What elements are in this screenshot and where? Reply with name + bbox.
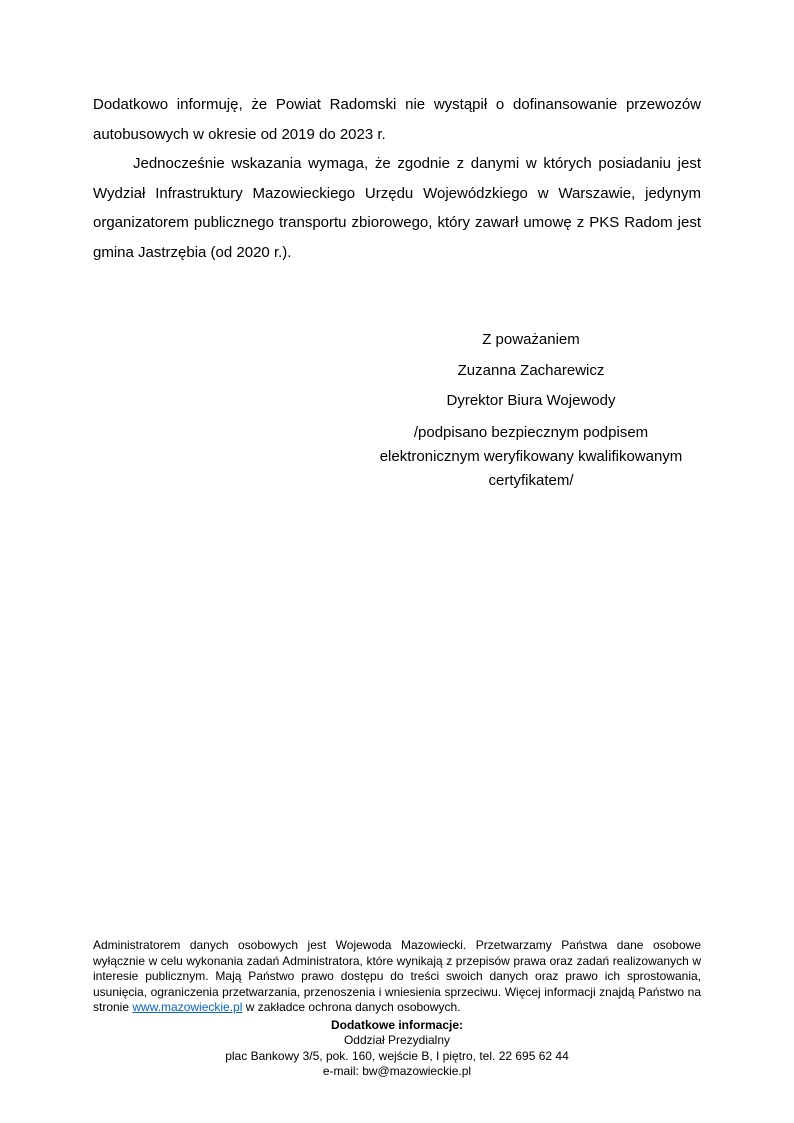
signer-title: Dyrektor Biura Wojewody	[446, 392, 616, 409]
office-email: e-mail: bw@mazowieckie.pl	[322, 1063, 472, 1078]
gdpr-text-before-link: Administratorem danych osobowych jest Wojewoda Mazowiecki. Przetwarzamy Państwa dane osobowe wyłącznie w celu wykonania zadań Administratora, które wynikają z przepisów prawa oraz zadań realizowanych w interesie publicznym. Mają Państwo prawo dostępu do treści swoich danych oraz prawo ich sprostowania, usunięcia, ograniczenia przetwarzania, przenoszenia i wniesienia sprzeciwu. Więcej informacji znajdą Państwo na stronie	[93, 938, 701, 1015]
body-paragraph-2: Jednocześnie wskazania wymaga, że zgodnie z danymi w których posiadaniu jest Wydział Infrastruktury Mazowieckiego Urzędu Wojewódzkiego w Warszawie, jedynym organizatorem publicznego transportu zbiorowego, który zawarł umowę z PKS Radom jest gmina Jastrzębia (od 2020 r.).	[93, 155, 701, 261]
gdpr-notice	[93, 938, 701, 1016]
office-address: plac Bankowy 3/5, pok. 160, wejście B, I piętro, tel. 22 695 62 44	[225, 1048, 569, 1063]
electronic-signature-note: /podpisano bezpiecznym podpisem elektronicznym weryfikowany kwalifikowanym certyfikatem/	[379, 423, 683, 489]
signer-name: Zuzanna Zacharewicz	[457, 361, 605, 379]
signature-block	[363, 325, 699, 493]
department-name: Oddział Prezydialny	[343, 1033, 451, 1048]
body-paragraph-1: Dodatkowo informuję, że Powiat Radomski nie wystąpił o dofinansowanie przewozów autobusowych w okresie od 2019 do 2023 r.	[93, 96, 701, 143]
closing-phrase: Z poważaniem	[482, 331, 580, 348]
additional-info-heading: Dodatkowe informacje:	[330, 1017, 464, 1032]
page-footer	[93, 938, 701, 1079]
mazowieckie-link[interactable]: www.mazowieckie.pl	[132, 1000, 243, 1015]
contact-info-block	[93, 1018, 701, 1079]
gdpr-text-after-link: w zakładce ochrona danych osobowych.	[242, 1000, 461, 1015]
